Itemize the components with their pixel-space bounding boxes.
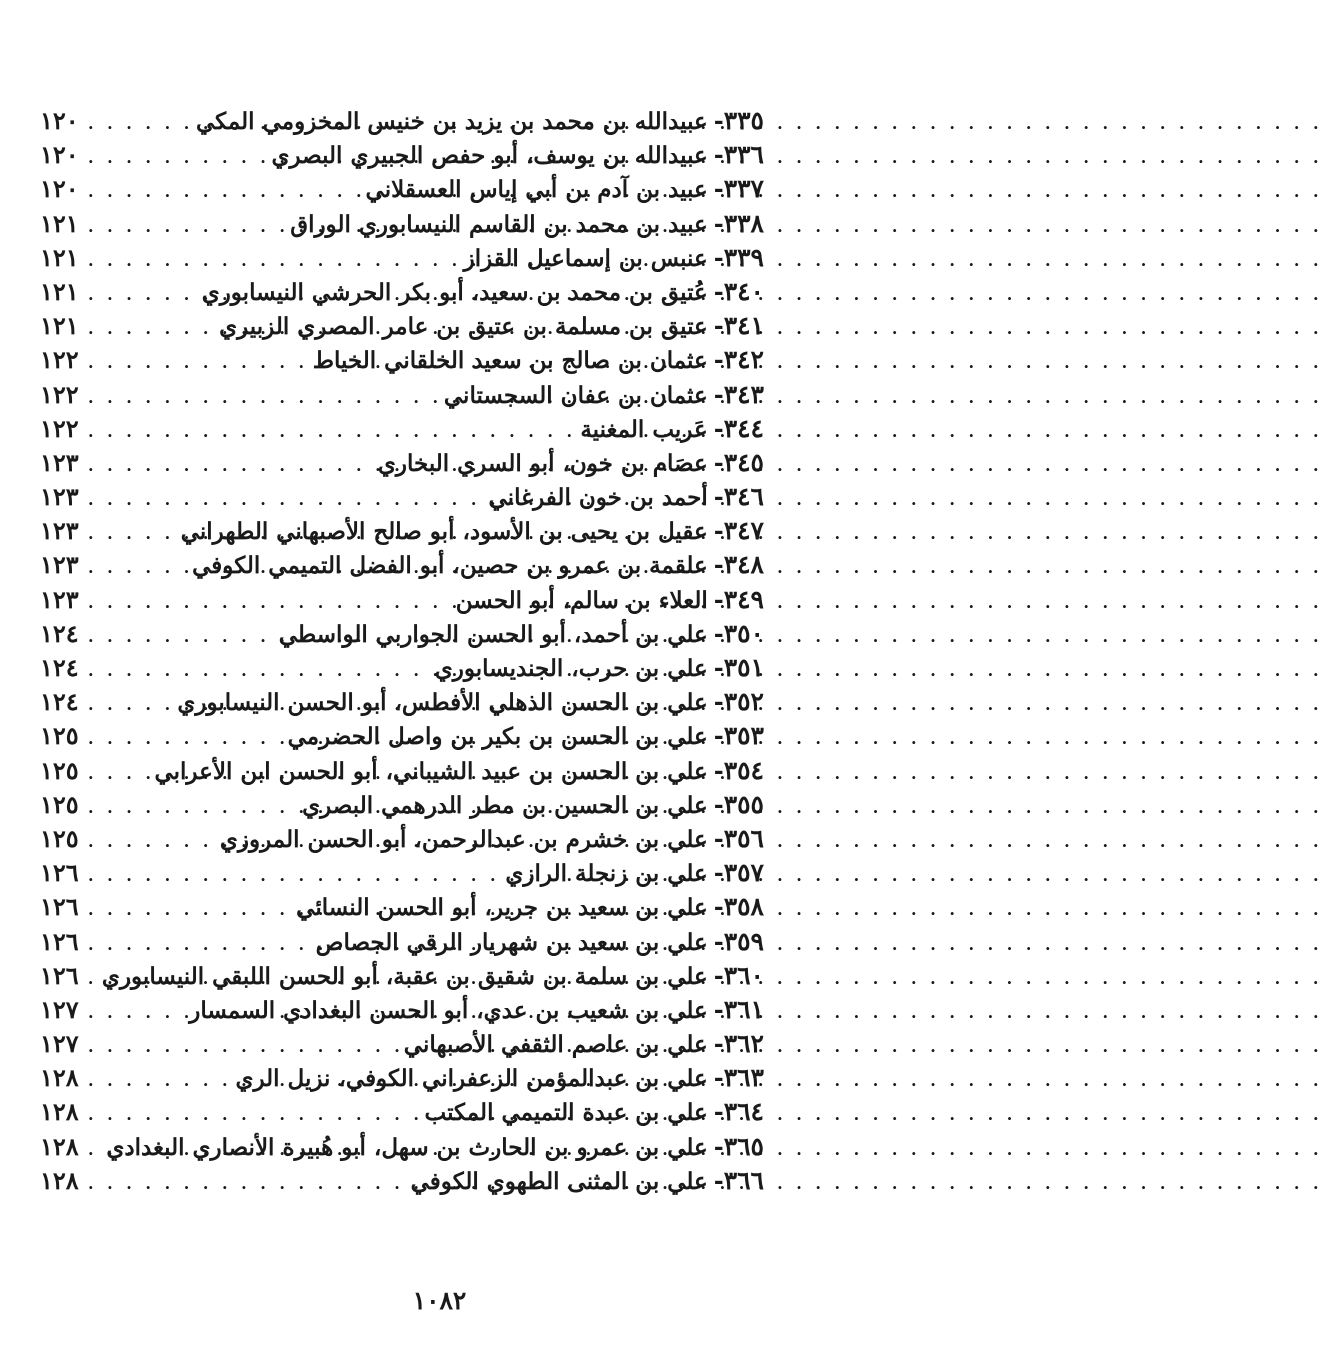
- entry-page-number: ١٢٨: [40, 1131, 79, 1161]
- entry-page-number: ١٢٧: [40, 1029, 79, 1059]
- dot-leader: [88, 962, 98, 996]
- entry-page-number: ١٢٣: [40, 584, 79, 614]
- dot-leader: [88, 551, 188, 585]
- entry-number: ٣٥٨: [723, 892, 764, 922]
- toc-entry: [40, 343, 764, 377]
- entry-title: علي بن الحسن بن عبيد الشيباني، أبو الحسن ابن الأعرابي: [154, 757, 708, 785]
- entry-page-number: ١٢٣: [40, 447, 79, 477]
- entry-separator: -: [713, 653, 724, 682]
- entry-number: ٣٦٦: [723, 1165, 764, 1195]
- toc-entry: [40, 651, 764, 685]
- entry-number: ٣٦٤: [723, 1097, 764, 1127]
- entry-number: ٣٤٢: [723, 345, 764, 375]
- dot-leader: [88, 175, 362, 209]
- toc-entry: [40, 788, 764, 822]
- entry-title: عبيد بن آدم بن أبي إياس العسقلاني: [365, 176, 708, 204]
- entry-number: ٣٥٣: [723, 721, 764, 751]
- dot-leader: [88, 1098, 421, 1132]
- dot-leader: [88, 722, 284, 756]
- entry-title: علي بن عمرو بن الحارث بن سهل، أبو هُبيرة الأنصاري البغدادي: [106, 1133, 708, 1161]
- entry-title: علي بن الحسن بن بكير بن واصل الحضرمي: [287, 723, 708, 751]
- entry-page-number: ١٢٤: [40, 618, 79, 648]
- entry-number: ٣٥١: [723, 653, 764, 682]
- entry-title: العلاء بن سالم، أبو الحسن: [455, 586, 708, 614]
- dot-leader: [88, 415, 576, 449]
- toc-entry: [40, 378, 764, 412]
- dot-leader: [88, 996, 185, 1030]
- toc-entry: [40, 822, 764, 856]
- entry-number: ٣٤٩: [723, 584, 764, 614]
- toc-entry: [40, 993, 764, 1027]
- toc-entry: [40, 719, 764, 753]
- entry-title: علي بن سعيد بن جرير، أبو الحسن النسائي: [296, 894, 708, 922]
- entry-number: ٣٤٨: [723, 550, 764, 580]
- dot-leader: [88, 107, 192, 141]
- toc-entry: [40, 412, 764, 446]
- entry-title: علي بن زنجلة الرازي: [505, 860, 708, 888]
- dot-leader: [88, 483, 485, 517]
- entry-number: ٣٤٠: [723, 276, 764, 306]
- entry-number: ٣٥٩: [723, 926, 764, 956]
- entry-page-number: ١٢٨: [40, 1165, 79, 1195]
- entry-page-number: ١٢٦: [40, 892, 79, 922]
- dot-leader: [88, 312, 215, 346]
- dot-leader: [88, 346, 309, 380]
- entry-number: ٣٤٤: [723, 413, 764, 443]
- entry-number: ٣٥٤: [723, 755, 764, 785]
- dot-leader: [88, 688, 173, 722]
- entry-number: ٣٦٣: [723, 1063, 764, 1093]
- entry-page-number: ١٢٤: [40, 687, 79, 717]
- entry-number: ٣٤٦: [723, 482, 764, 512]
- toc-entry: [40, 1130, 764, 1164]
- table-of-contents: [40, 104, 764, 1198]
- entry-separator: -: [713, 687, 724, 717]
- toc-entry: [40, 138, 764, 172]
- toc-entry: [40, 754, 764, 788]
- toc-entry: [40, 104, 764, 138]
- entry-title: علي بن سعيد بن شهريار الرقي الجصاص: [315, 928, 708, 956]
- entry-page-number: ١٢٥: [40, 755, 79, 785]
- entry-separator: -: [713, 1165, 724, 1195]
- dot-leader: [88, 381, 440, 415]
- entry-number: ٣٥٥: [723, 789, 764, 819]
- entry-number: ٣٤١: [723, 311, 764, 341]
- entry-separator: -: [713, 482, 724, 512]
- entry-separator: -: [713, 1097, 724, 1127]
- entry-title: أحمد بن خون الفرغاني: [488, 484, 708, 512]
- toc-entry: [40, 1164, 764, 1198]
- entry-number: ٣٥٠: [723, 618, 764, 648]
- entry-page-number: ١٢٣: [40, 550, 79, 580]
- entry-separator: -: [713, 311, 724, 341]
- toc-entry: [40, 514, 764, 548]
- entry-number: ٣٤٥: [723, 447, 764, 477]
- entry-separator: -: [713, 550, 724, 580]
- entry-page-number: ١٢٧: [40, 994, 79, 1024]
- entry-page-number: ١٢٦: [40, 858, 79, 888]
- entry-separator: -: [713, 755, 724, 785]
- entry-page-number: ١٢٢: [40, 413, 79, 443]
- entry-separator: -: [713, 789, 724, 819]
- toc-entry: [40, 856, 764, 890]
- entry-separator: -: [713, 345, 724, 375]
- dot-leader: [88, 928, 312, 962]
- entry-separator: -: [713, 242, 724, 272]
- dot-leader: [88, 278, 198, 312]
- dot-leader: [88, 859, 501, 893]
- toc-entry: [40, 446, 764, 480]
- dot-leader: [88, 244, 460, 278]
- entry-separator: -: [713, 1029, 724, 1059]
- entry-separator: -: [713, 140, 724, 170]
- entry-page-number: ١٢٦: [39, 960, 79, 990]
- entry-separator: -: [713, 516, 724, 546]
- entry-separator: -: [713, 858, 724, 888]
- entry-page-number: ١٢١: [40, 242, 79, 272]
- entry-title: عُتيق بن محمد بن سعيد، أبو بكر الحرشي النيسابوري: [201, 278, 708, 306]
- entry-separator: -: [713, 960, 724, 990]
- entry-title: عثمان بن عفان السجستاني: [443, 381, 708, 409]
- entry-number: ٣٣٧: [723, 174, 764, 204]
- dot-leader: [88, 210, 286, 244]
- dot-leader: [88, 791, 298, 825]
- entry-separator: -: [713, 379, 724, 409]
- entry-title: علي بن سلمة بن شقيق بن عقبة، أبو الحسن اللبقي النيسابوري: [101, 962, 708, 990]
- dot-leader: [88, 654, 431, 688]
- dot-leader: [88, 1030, 400, 1064]
- entry-separator: -: [713, 618, 724, 648]
- entry-title: علي بن المثنى الطهوي الكوفي: [410, 1167, 708, 1195]
- toc-entry: [40, 959, 764, 993]
- entry-title: علي بن خشرم بن عبدالرحمن، أبو الحسن المروزي: [219, 825, 708, 853]
- entry-number: ٣٦٥: [723, 1131, 764, 1161]
- entry-title: عقيل بن يحيى بن الأسود، أبو صالح الأصبهاني الطهراني: [180, 518, 708, 546]
- entry-number: ٣٦١: [723, 994, 764, 1024]
- entry-title: علي بن الحسين بن مطر الدرهمي البصري: [302, 791, 708, 819]
- dot-leader: [88, 1133, 102, 1167]
- entry-title: عبيد بن محمد بن القاسم النيسابوري الوراق: [290, 210, 708, 238]
- entry-page-number: ١٢٨: [40, 1097, 79, 1127]
- entry-number: ٣٣٨: [723, 208, 764, 238]
- entry-page-number: ١٢٠: [40, 174, 79, 204]
- entry-separator: -: [713, 584, 724, 614]
- entry-number: ٣٥٢: [723, 687, 764, 717]
- entry-number: ٣٣٥: [723, 106, 764, 135]
- entry-page-number: ١٢٢: [40, 345, 79, 375]
- toc-entry: [40, 548, 764, 582]
- dot-leader: [88, 620, 275, 654]
- entry-page-number: ١٢٠: [40, 106, 79, 135]
- toc-entry: [40, 241, 764, 275]
- entry-separator: -: [713, 106, 724, 135]
- entry-page-number: ١٢٢: [40, 379, 79, 409]
- entry-page-number: ١٢٥: [40, 721, 79, 751]
- entry-title: علي بن عبدة التميمي المكتب: [424, 1099, 708, 1127]
- entry-title: علي بن أحمد، أبو الحسن الجواربي الواسطي: [278, 620, 708, 648]
- dot-leader: [88, 893, 292, 927]
- entry-separator: -: [713, 994, 724, 1024]
- entry-page-number: ١٢٣: [40, 516, 79, 546]
- entry-number: ٣٣٩: [723, 242, 764, 272]
- entry-number: ٣٣٦: [723, 140, 764, 170]
- page-number: ١٠٨٢: [412, 1286, 467, 1315]
- entry-page-number: ١٢٦: [40, 926, 79, 956]
- entry-page-number: ١٢٥: [40, 823, 79, 853]
- toc-entry: [40, 890, 764, 924]
- toc-entry: [40, 275, 764, 309]
- toc-entry: [40, 1027, 764, 1061]
- entry-title: علقمة بن عمرو بن حصين، أبو الفضل التميمي الكوفي: [192, 552, 708, 580]
- toc-entry: [40, 617, 764, 651]
- dot-leader: [88, 449, 374, 483]
- dot-leader: [88, 141, 267, 175]
- toc-entry: [40, 925, 764, 959]
- toc-entry: [40, 685, 764, 719]
- entry-title: عنبس بن إسماعيل القزاز: [463, 244, 708, 272]
- entry-title: علي بن حرب، الجنديسابوري: [434, 655, 708, 682]
- entry-title: علي بن عاصم الثقفي الأصبهاني: [403, 1031, 708, 1059]
- entry-page-number: ١٢١: [40, 276, 79, 306]
- toc-entry: [40, 309, 764, 343]
- entry-page-number: ١٢٤: [40, 653, 79, 682]
- entry-title: عتيق بن مسلمة بن عتيق بن عامر المصري الزبيري: [219, 313, 708, 341]
- entry-page-number: ١٢٠: [40, 140, 79, 170]
- toc-entry: [40, 1095, 764, 1129]
- entry-title: عَريب المغنية: [580, 415, 708, 443]
- entry-separator: -: [713, 721, 724, 751]
- entry-separator: -: [713, 208, 724, 238]
- toc-entry: [40, 207, 764, 241]
- toc-entry: [40, 172, 764, 206]
- entry-title: علي بن الحسن الذهلي الأفطس، أبو الحسن النيسابوري: [177, 689, 708, 717]
- toc-entry: [40, 1061, 764, 1095]
- entry-separator: -: [713, 892, 724, 922]
- entry-separator: -: [713, 1131, 724, 1161]
- toc-entry: [40, 583, 764, 617]
- entry-title: عبيدالله بن يوسف، أبو حفص الجبيري البصري: [271, 142, 708, 170]
- entry-page-number: ١٢٣: [40, 482, 79, 512]
- entry-separator: -: [713, 823, 724, 853]
- entry-separator: -: [713, 926, 724, 956]
- dot-leader: [88, 517, 177, 551]
- entry-number: ٣٤٣: [723, 379, 764, 409]
- entry-separator: -: [713, 413, 724, 443]
- entry-separator: -: [713, 174, 724, 204]
- entry-page-number: ١٢١: [40, 208, 79, 238]
- entry-page-number: ١٢٨: [40, 1063, 79, 1093]
- dot-leader: [88, 1167, 407, 1201]
- dot-leader: [88, 825, 216, 859]
- entry-title: علي بن عبدالمؤمن الزعفراني الكوفي، نزيل الري: [235, 1065, 708, 1093]
- entry-title: علي بن شعيب بن عدي، أبو الحسن البغدادي السمسار: [189, 996, 708, 1024]
- entry-separator: -: [713, 276, 724, 306]
- entry-title: عبيدالله بن محمد بن يزيد بن خنيس المخزومي المكي: [196, 108, 708, 135]
- dot-leader: [88, 757, 150, 791]
- entry-number: ٣٥٦: [723, 823, 764, 853]
- entry-title: عثمان بن صالح بن سعيد الخلقاني الخياط: [312, 347, 708, 375]
- dot-leader: [88, 586, 452, 620]
- entry-number: ٣٦٢: [723, 1029, 764, 1059]
- entry-separator: -: [713, 1063, 724, 1093]
- entry-page-number: ١٢٥: [40, 789, 79, 819]
- dot-leader: [88, 1064, 231, 1098]
- toc-entry: [40, 480, 764, 514]
- entry-number: ٣٦٠: [723, 960, 764, 990]
- entry-number: ٣٤٧: [723, 516, 764, 546]
- entry-title: عصَام بن خون، أبو السري البخاري: [377, 449, 708, 477]
- entry-separator: -: [713, 447, 724, 477]
- entry-page-number: ١٢١: [40, 311, 79, 341]
- entry-number: ٣٥٧: [723, 858, 764, 888]
